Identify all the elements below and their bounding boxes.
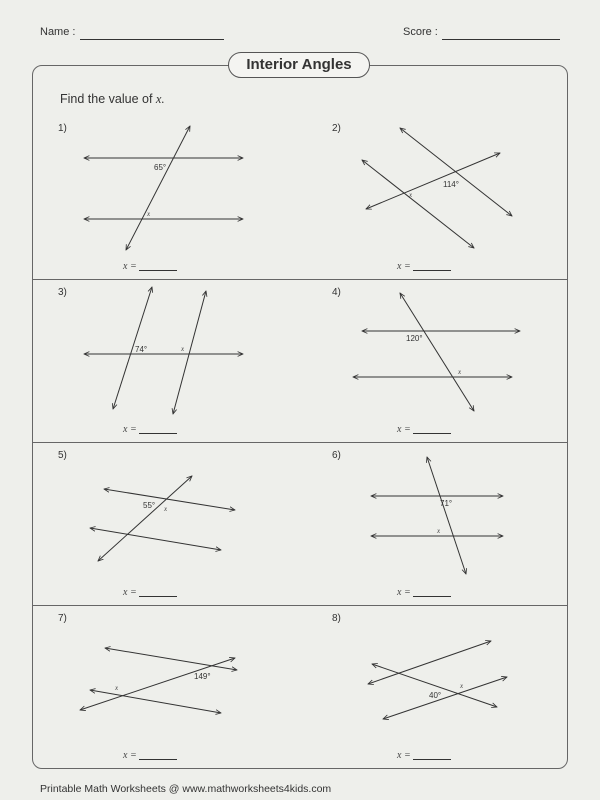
problem-5-number: 5): [58, 450, 67, 461]
instruction-text: Find the value of: [60, 92, 153, 106]
problem-7-answer[interactable]: x =: [123, 749, 177, 761]
problem-5-answer[interactable]: x =: [123, 586, 177, 598]
name-label: Name :: [40, 26, 76, 38]
problem-4-answer[interactable]: x =: [397, 423, 451, 435]
p7-x-label: x: [115, 684, 119, 692]
p3-x-label: x: [181, 345, 185, 353]
problem-6-answer[interactable]: x =: [397, 586, 451, 598]
p4-x-label: x: [458, 368, 462, 376]
p4-angle-label: 120°: [406, 334, 423, 343]
problem-4-number: 4): [332, 287, 341, 298]
p8-transversal: [372, 664, 497, 707]
problem-1-answer[interactable]: x =: [123, 260, 177, 272]
problem-1-number: 1): [58, 123, 67, 134]
p2-x-label: x: [409, 191, 413, 199]
p7-angle-label: 149°: [194, 672, 211, 681]
p8-parallel-line-top: [368, 641, 491, 684]
footer-text: Printable Math Worksheets @: [40, 783, 180, 795]
p6-angle-label: 71°: [440, 499, 453, 508]
problem-7-number: 7): [58, 613, 67, 624]
p1-x-label: x: [147, 210, 151, 218]
problem-8-answer[interactable]: x =: [397, 749, 451, 761]
instruction-variable: x.: [155, 92, 165, 106]
p1-angle-label: 65°: [154, 163, 167, 172]
problem-3-answer[interactable]: x =: [123, 423, 177, 435]
p1-transversal: [126, 126, 190, 250]
problem-2-number: 2): [332, 123, 341, 134]
footer-url-link[interactable]: www.mathworksheets4kids.com: [182, 783, 332, 795]
p5-angle-label: 55°: [143, 501, 156, 510]
worksheet-title: Interior Angles: [228, 52, 370, 78]
p7-parallel-line-top: [105, 648, 237, 670]
p5-x-label: x: [164, 505, 168, 513]
score-label: Score :: [403, 26, 438, 38]
problem-6-number: 6): [332, 450, 341, 461]
problem-3-number: 3): [58, 287, 67, 298]
p5-parallel-line-top: [104, 489, 235, 510]
p2-angle-label: 114°: [443, 180, 459, 189]
problem-2-answer[interactable]: x =: [397, 260, 451, 272]
p3-angle-label: 74°: [135, 345, 148, 354]
p6-x-label: x: [437, 527, 441, 535]
p8-parallel-line-bottom: [383, 677, 507, 719]
p5-parallel-line-bottom: [90, 528, 221, 550]
p5-transversal: [98, 476, 192, 561]
problem-8-number: 8): [332, 613, 341, 624]
p3-parallel-line-right: [173, 291, 206, 414]
p8-x-label: x: [460, 682, 464, 690]
p2-transversal: [366, 153, 500, 209]
p6-transversal: [427, 457, 466, 574]
p4-transversal: [400, 293, 474, 411]
p7-parallel-line-bottom: [90, 690, 221, 713]
footer: [40, 783, 331, 795]
p8-angle-label: 40°: [429, 691, 442, 700]
